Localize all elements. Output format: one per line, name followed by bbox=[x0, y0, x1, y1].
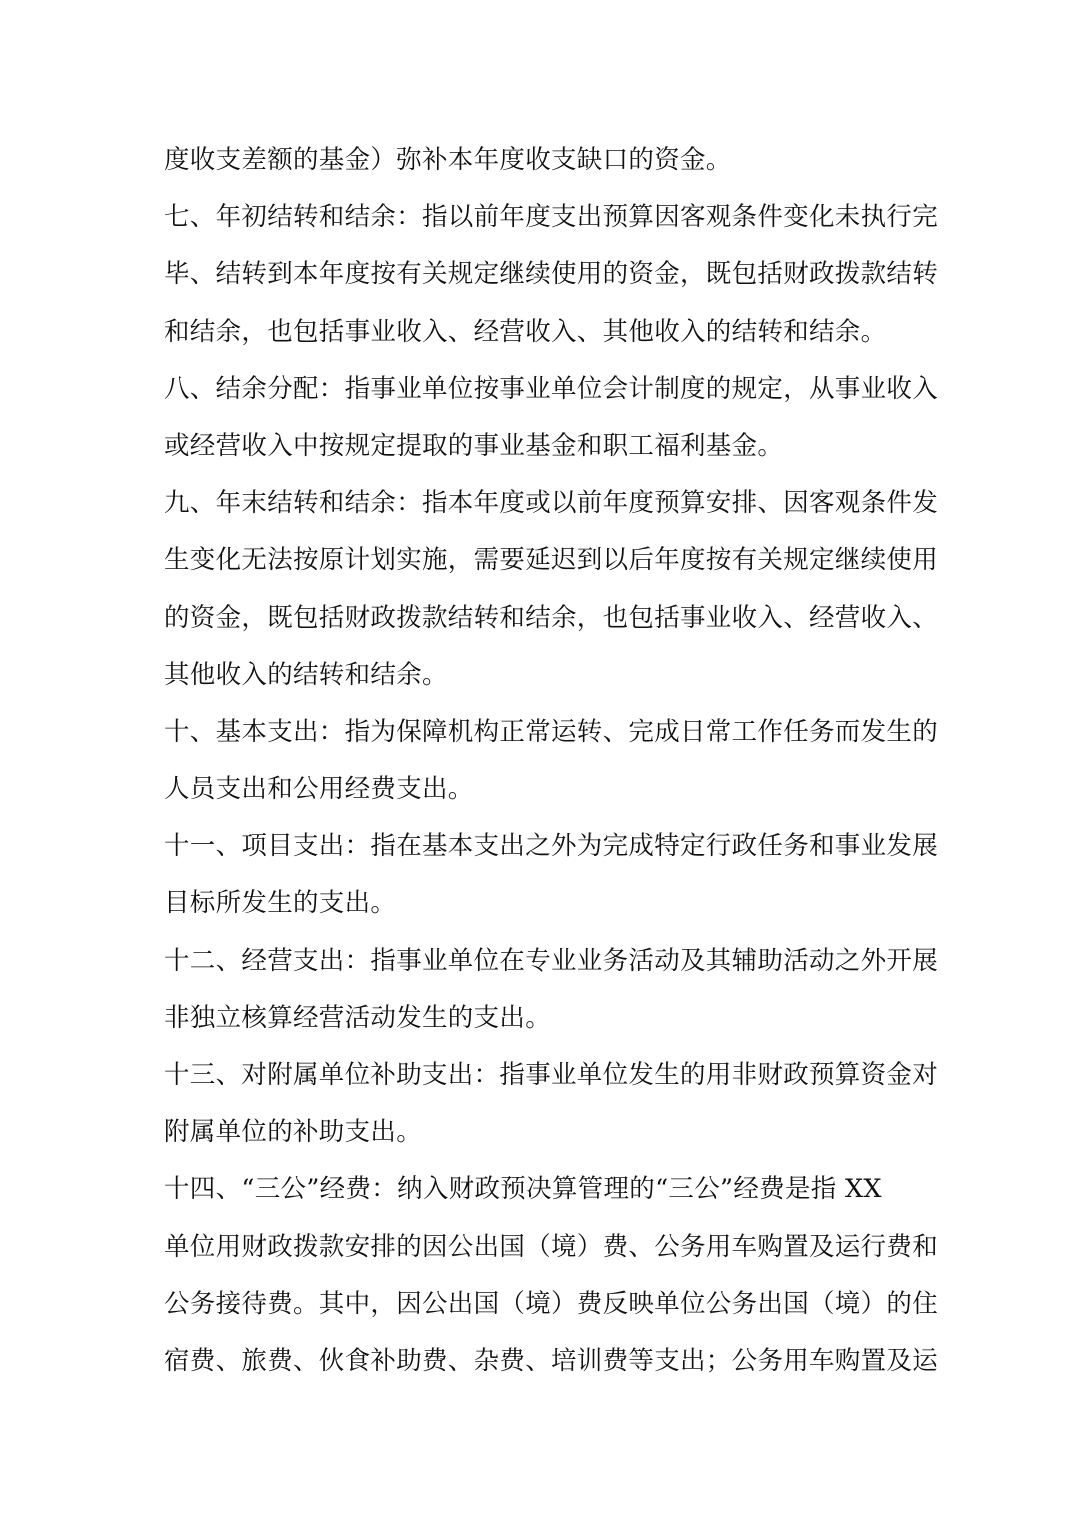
text-line: 的资金，既包括财政拨款结转和结余，也包括事业收入、经营收入、 bbox=[164, 602, 939, 633]
text-line: 其他收入的结转和结余。 bbox=[164, 659, 448, 690]
text-line: 十二、经营支出：指事业单位在专业业务活动及其辅助活动之外开展 bbox=[164, 945, 939, 976]
text-line: 附属单位的补助支出。 bbox=[164, 1117, 423, 1148]
text-line: 非独立核算经营活动发生的支出。 bbox=[164, 1002, 552, 1033]
text-line: 十四、“三公”经费：纳入财政预决算管理的“三公”经费是指 XX bbox=[164, 1174, 882, 1205]
text-line: 宿费、旅费、伙食补助费、杂费、培训费等支出；公务用车购置及运 bbox=[164, 1345, 939, 1376]
text-line: 或经营收入中按规定提取的事业基金和职工福利基金。 bbox=[164, 430, 784, 461]
text-line: 毕、结转到本年度按有关规定继续使用的资金，既包括财政拨款结转 bbox=[164, 259, 939, 290]
text-line: 单位用财政拨款安排的因公出国（境）费、公务用车购置及运行费和 bbox=[164, 1231, 939, 1262]
text-line: 人员支出和公用经费支出。 bbox=[164, 774, 474, 805]
text-line: 生变化无法按原计划实施，需要延迟到以后年度按有关规定继续使用 bbox=[164, 545, 939, 576]
text-line: 公务接待费。其中，因公出国（境）费反映单位公务出国（境）的住 bbox=[164, 1288, 939, 1319]
body-text bbox=[164, 132, 939, 1390]
text-line: 八、结余分配：指事业单位按事业单位会计制度的规定，从事业收入 bbox=[164, 373, 939, 404]
text-line: 和结余，也包括事业收入、经营收入、其他收入的结转和结余。 bbox=[164, 316, 887, 347]
text-line: 度收支差额的基金）弥补本年度收支缺口的资金。 bbox=[164, 145, 732, 175]
text-line: 目标所发生的支出。 bbox=[164, 888, 397, 919]
text-line: 九、年末结转和结余：指本年度或以前年度预算安排、因客观条件发 bbox=[164, 488, 939, 519]
text-line: 十三、对附属单位补助支出：指事业单位发生的用非财政预算资金对 bbox=[164, 1060, 939, 1090]
text-line: 十、基本支出：指为保障机构正常运转、完成日常工作任务而发生的 bbox=[164, 716, 939, 747]
text-line: 十一、项目支出：指在基本支出之外为完成特定行政任务和事业发展 bbox=[164, 831, 939, 862]
text-line: 七、年初结转和结余：指以前年度支出预算因客观条件变化未执行完 bbox=[164, 202, 939, 233]
